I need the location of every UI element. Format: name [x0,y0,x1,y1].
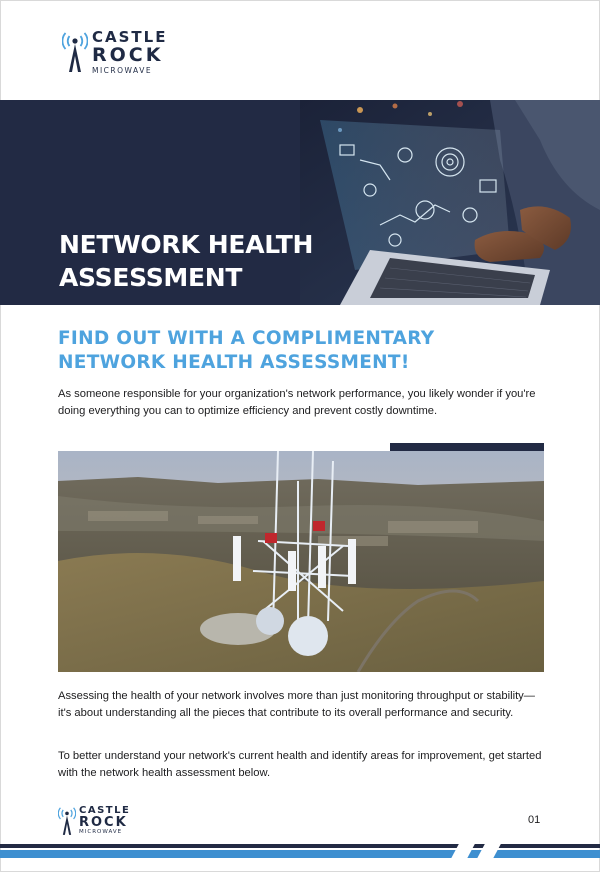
accent-bar [390,443,544,451]
cell-tower-photo [58,451,544,672]
logo-word-castle: CASTLE [92,28,168,46]
footer-logo-word-microwave: MICROWAVE [79,829,123,835]
radio-tower-icon [62,32,88,72]
footer-logo [58,806,130,836]
section-heading: FIND OUT WITH A COMPLIMENTARY NETWORK HEALTH ASSESSMENT! [58,328,435,373]
radio-tower-icon [58,807,76,835]
hero-banner [0,100,600,305]
page-number: 01 [528,814,541,826]
page-title: NETWORK HEALTH ASSESSMENT [59,230,314,292]
hero-laptop-image [300,100,600,305]
intro-paragraph: As someone responsible for your organization's network performance, you likely wonder if you're doing everything you can to optimize efficiency and prevent costly downtime. [58,388,536,417]
castle-rock-logo [62,30,167,75]
logo-word-rock: ROCK [92,44,164,66]
body-paragraph-2: To better understand your network's current health and identify areas for improvement, get started with the network health assessment below. [58,750,542,779]
footer-stripes [0,838,600,868]
logo-word-microwave: MICROWAVE [92,66,153,75]
body-paragraph-1: Assessing the health of your network involves more than just monitoring throughput or stability—it's about understanding all the pieces that contribute to its overall performance and security. [58,690,535,719]
footer-logo-word-castle: CASTLE [79,805,131,816]
footer-logo-word-rock: ROCK [79,815,128,830]
